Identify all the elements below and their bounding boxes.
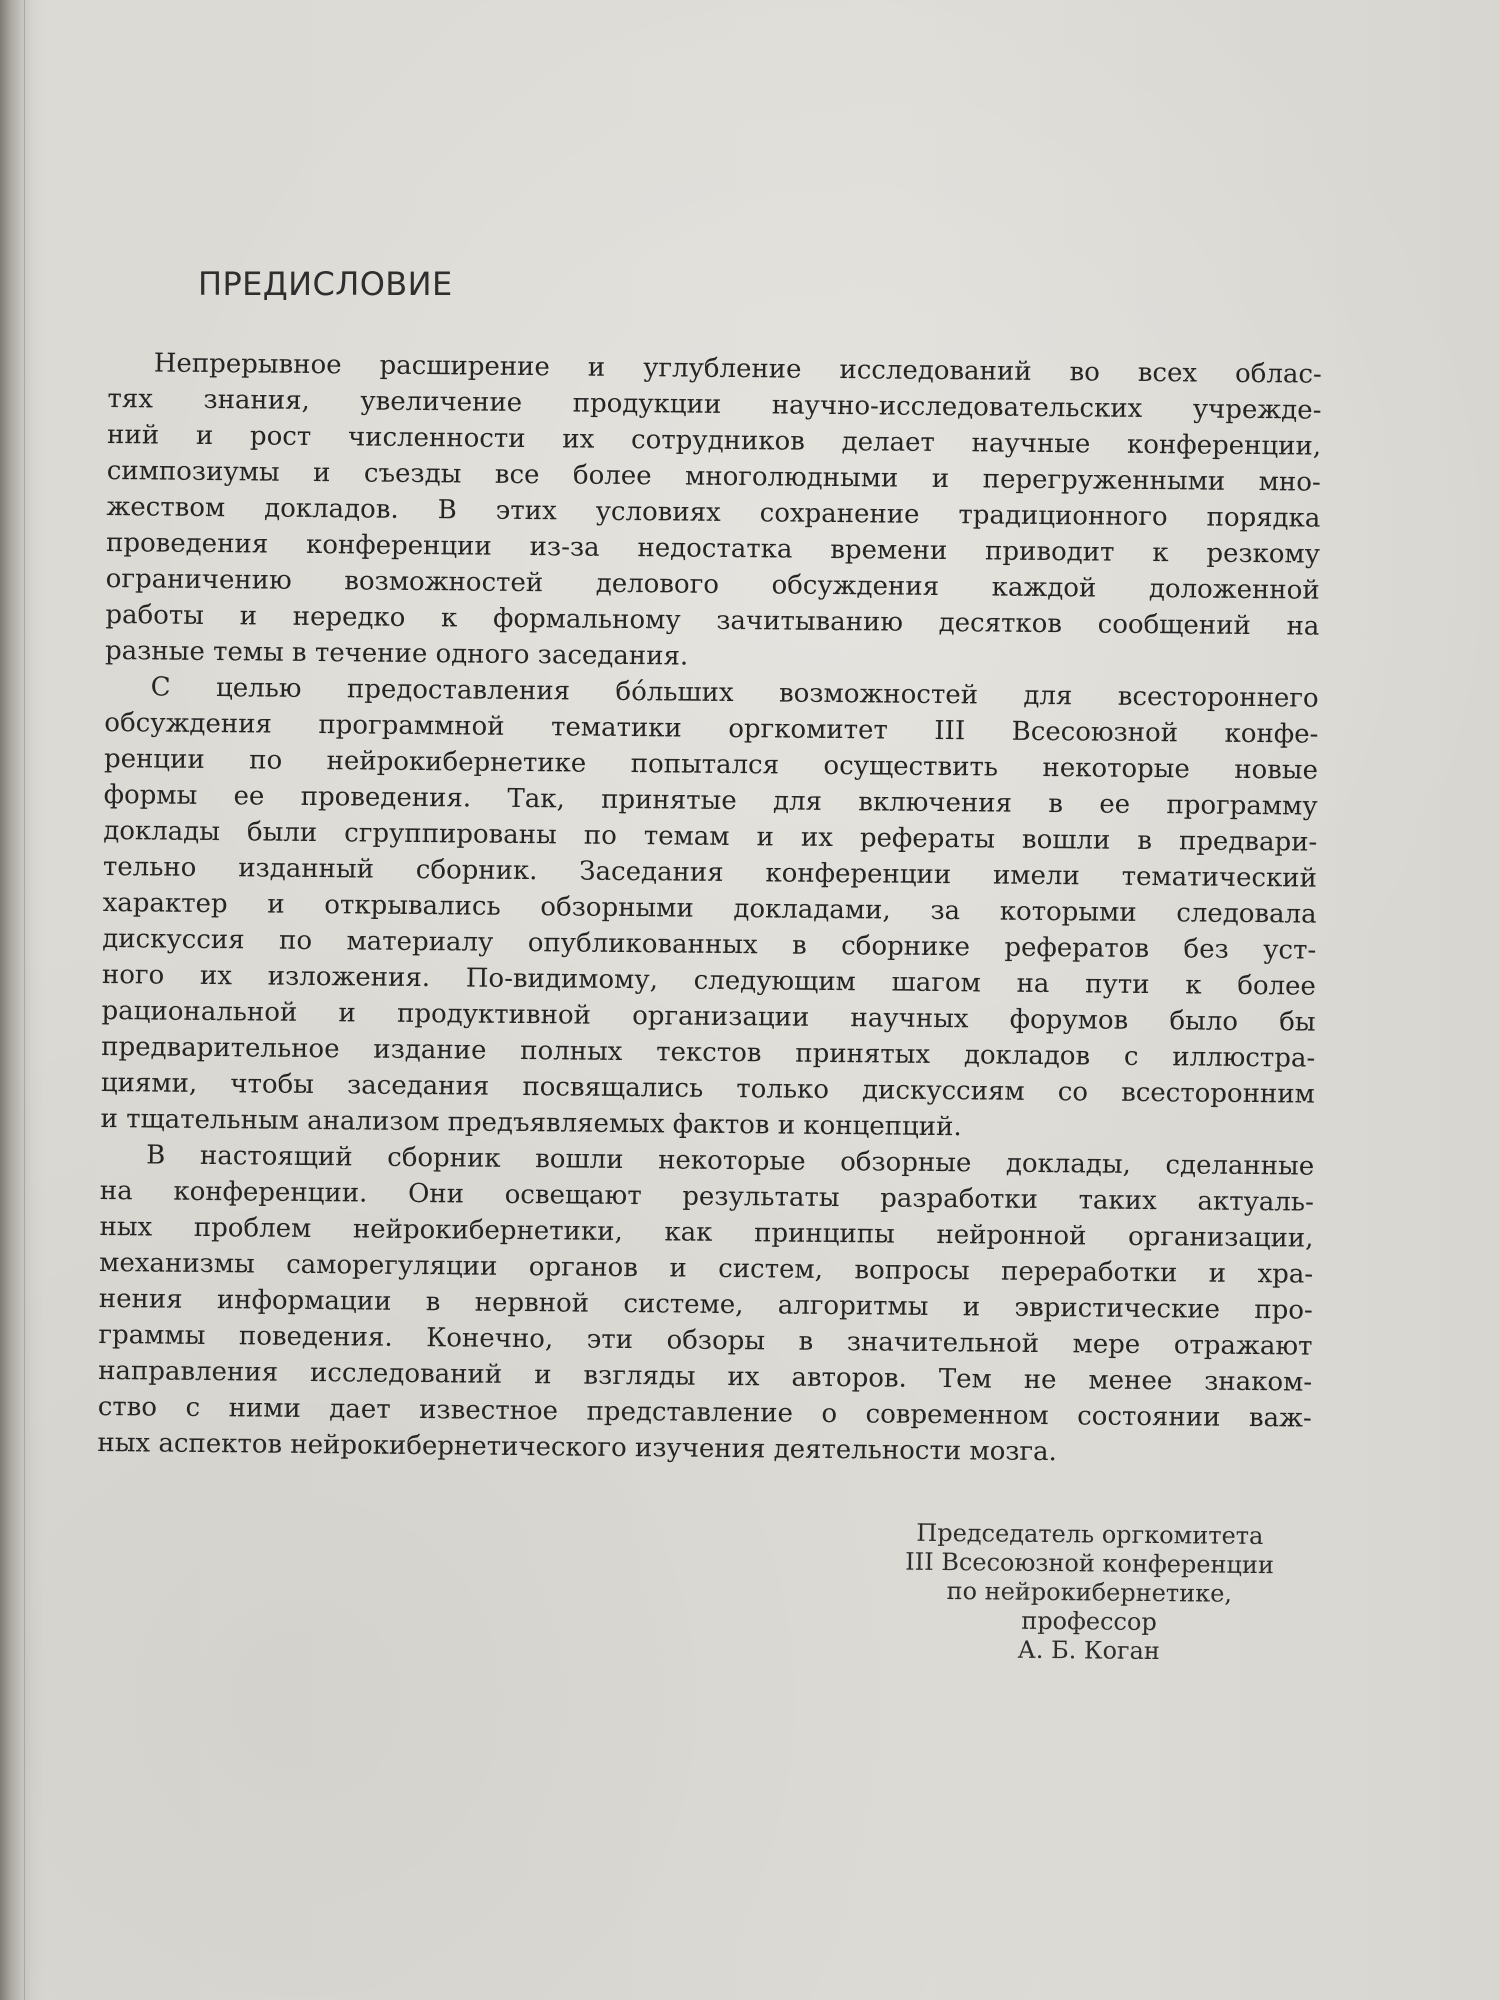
text-line: характер и открывались обзорными докладами, за которыми следовала [102, 887, 1317, 930]
text-line: формы ее проведения. Так, принятые для включения в ее программу [103, 779, 1318, 822]
signature-author: А. Б. Коган [1017, 1635, 1160, 1666]
preface-text [97, 345, 1322, 1473]
signature-line: Председатель оргкомитета [916, 1518, 1264, 1551]
text-line: циями, чтобы заседания посвящались только дискуссиям со всесторонним [100, 1067, 1316, 1110]
text-line: ных аспектов нейрокибернетического изучения деятельности мозга. [97, 1427, 1058, 1468]
text-line: ных проблем нейрокибернетики, как принципы нейронной организации, [99, 1211, 1314, 1254]
signature-block [839, 1518, 1340, 1668]
text-line: граммы поведения. Конечно, эти обзоры в значительной мере отражают [98, 1319, 1313, 1362]
text-line: механизмы саморегуляции органов и систем, вопросы переработки и хра- [99, 1247, 1314, 1290]
text-line: Непрерывное расширение и углубление исследований во всех облас- [153, 348, 1322, 390]
signature-line: III Всесоюзной конференции [905, 1547, 1275, 1580]
text-line: проведения конференции из-за недостатка времени приводит к резкому [105, 527, 1321, 570]
text-line: предварительное издание полных текстов принятых докладов с иллюстра- [101, 1031, 1316, 1074]
text-line: разные темы в течение одного заседания. [104, 635, 689, 672]
text-line: В настоящий сборник вошли некоторые обзорные доклады, сделанные [146, 1140, 1315, 1182]
paragraph-3 [97, 1137, 1314, 1473]
text-line: жеством докладов. В этих условиях сохранение традиционного порядка [106, 491, 1321, 534]
text-line: нения информации в нервной системе, алгоритмы и эвристические про- [98, 1283, 1313, 1326]
text-line: обсуждения программной тематики оргкомитет III Всесоюзной конфе- [104, 707, 1319, 750]
page-spine-shadow [0, 0, 32, 2000]
text-line: ренции по нейрокибернетике попытался осуществить некоторые новые [103, 743, 1319, 786]
page-binding-edge [24, 0, 25, 2000]
text-line: ний и рост численности их сотрудников делает научные конференции, [106, 419, 1322, 462]
text-line: на конференции. Они освещают результаты разработки таких актуаль- [99, 1175, 1314, 1218]
text-line: рациональной и продуктивной организации научных форумов было бы [101, 995, 1316, 1038]
signature-line: по нейрокибернетике, [946, 1577, 1233, 1608]
text-line: тях знания, увеличение продукции научно-исследовательских учрежде- [107, 383, 1322, 426]
text-line: ство с ними дает известное представление о современном состоянии важ- [97, 1391, 1312, 1434]
signature-line: профессор [1021, 1606, 1157, 1637]
text-line: ограничению возможностей делового обсуждения каждой доложенной [105, 563, 1320, 606]
text-line: доклады были сгруппированы по темам и их рефераты вошли в предвари- [103, 815, 1318, 858]
text-line: и тщательным анализом предъявляемых фактов и концепций. [100, 1103, 962, 1143]
page-title: ПРЕДИСЛОВИЕ [198, 265, 453, 303]
text-line: С целью предоставления бо́льших возможностей для всестороннего [150, 672, 1319, 714]
text-line: дискуссия по материалу опубликованных в сборнике рефератов без уст- [102, 923, 1317, 966]
text-line: работы и нередко к формальному зачитыванию десятков сообщений на [105, 599, 1320, 642]
text-line: ного их изложения. По-видимому, следующим шагом на пути к более [101, 959, 1317, 1002]
text-line: симпозиумы и съезды все более многолюдными и перегруженными мно- [106, 455, 1321, 498]
text-line: тельно изданный сборник. Заседания конференции имели тематический [102, 851, 1318, 894]
paragraph-1 [105, 345, 1322, 681]
paragraph-2 [100, 669, 1318, 1149]
text-line: направления исследований и взгляды их авторов. Тем не менее знаком- [98, 1355, 1313, 1398]
